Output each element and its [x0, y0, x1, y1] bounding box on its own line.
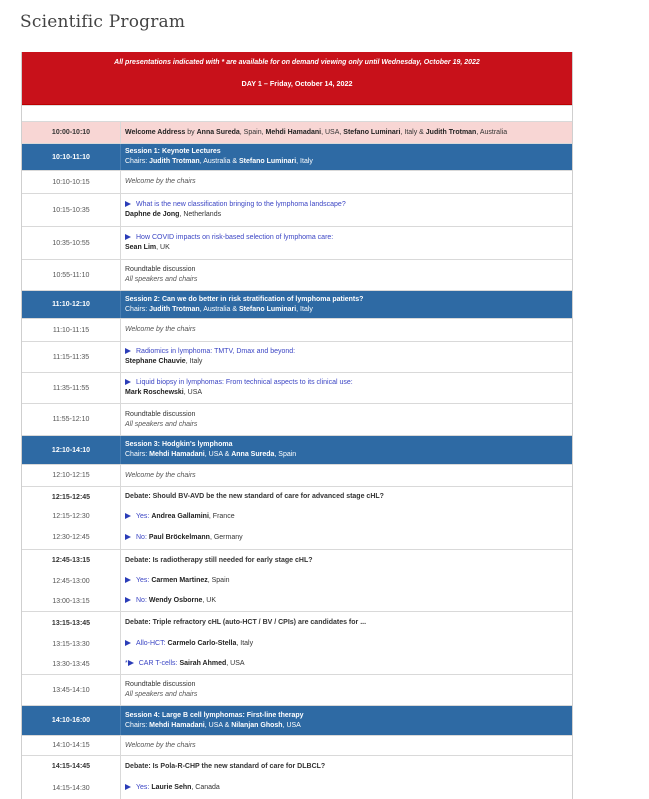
session-chairs: Chairs: Mehdi Hamadani, USA & Anna Sureda, Spain — [125, 451, 297, 458]
row-time: 10:10-11:10 — [22, 144, 121, 170]
talk-link[interactable]: How COVID impacts on risk-based selection of lymphoma care: — [136, 234, 334, 241]
speaker-name: Wendy Osborne — [148, 597, 203, 604]
debate-title: Debate: Triple refractory cHL (auto-HCT / BV / CPIs) are candidates for ... — [125, 619, 367, 626]
on-demand-notice: All presentations indicated with * are available for on demand viewing only until Wednesday, October 19, 2022 — [114, 59, 480, 66]
day-heading: DAY 1 – Friday, October 14, 2022 — [241, 79, 353, 88]
table-row: 11:10-11:15 Welcome by the chairs — [22, 318, 572, 341]
speaker-name: Carmelo Carlo-Stella — [167, 640, 237, 647]
play-triangle-icon[interactable] — [128, 660, 134, 666]
table-row: 11:55-12:10 Roundtable discussion All speakers and chairs — [22, 403, 572, 435]
welcome-title: Welcome Address — [125, 128, 186, 136]
debate-row: 13:15-13:45 Debate: Triple refractory cHL (auto-HCT / BV / CPIs) are candidates for ... — [22, 611, 572, 634]
speaker-name: Andrea Gallamini — [151, 512, 209, 520]
play-triangle-icon[interactable] — [125, 201, 131, 207]
session-header — [22, 143, 572, 170]
talk-link[interactable]: What is the new classification bringing to the lymphoma landscape? — [136, 201, 346, 208]
table-row: 10:55-11:10 Roundtable discussion All speakers and chairs — [22, 259, 572, 290]
play-triangle-icon[interactable] — [125, 784, 131, 790]
position-link[interactable]: Yes: — [136, 512, 150, 520]
speaker-name: Sairah Ahmed — [179, 660, 227, 667]
welcome-row: 10:00-10:10 Welcome Address by Anna Sureda, Spain, Mehdi Hamadani, USA, Stefano Luminari, Italy & Judith Trotman, Australia — [22, 121, 572, 143]
play-triangle-icon[interactable] — [125, 577, 131, 583]
play-triangle-icon[interactable] — [125, 513, 131, 519]
speaker-name: Mehdi Hamadani — [265, 128, 322, 136]
row-time: 12:10-14:10 — [22, 436, 121, 464]
debate-side-row: 12:30-12:45 No: Paul Bröckelmann, Germany — [22, 526, 572, 549]
speaker-name: Judith Trotman — [425, 128, 477, 136]
talk-row: 11:15-11:35 Radiomics in lymphoma: TMTV, Dmax and beyond: Stephane Chauvie, Italy — [22, 341, 572, 372]
debate-title: Debate: Should BV-AVD be the new standard of care for advanced stage cHL? — [125, 493, 384, 500]
row-time: 11:10-12:10 — [22, 291, 121, 318]
session-title: Session 4: Large B cell lymphomas: First-line therapy — [125, 711, 304, 719]
session-header — [22, 435, 572, 464]
row-time: 14:10-16:00 — [22, 706, 121, 735]
speaker-name: Sean Lim — [125, 244, 157, 251]
session-chairs: Chairs: Mehdi Hamadani, USA & Nilanjan Ghosh, USA — [125, 721, 301, 729]
table-row: 14:10-14:15 Welcome by the chairs — [22, 735, 572, 755]
speaker-name: Stefano Luminari — [343, 128, 401, 136]
speaker-name: Daphne de Jong — [125, 211, 180, 218]
play-triangle-icon[interactable] — [125, 234, 131, 240]
session-title: Session 1: Keynote Lectures — [125, 148, 221, 155]
debate-side-row: 13:30-13:45 * CAR T-cells: Sairah Ahmed, USA — [22, 654, 572, 674]
table-row: 13:45-14:10 Roundtable discussion All speakers and chairs — [22, 674, 572, 705]
debate-side-row: 13:15-13:30 Allo-HCT: Carmelo Carlo-Stella, Italy — [22, 634, 572, 654]
spacer — [22, 105, 572, 121]
debate-side-row: 13:00-13:15 No: Wendy Osborne, UK — [22, 591, 572, 611]
session-header — [22, 705, 572, 735]
talk-row: 11:35-11:55 Liquid biopsy in lymphomas: From technical aspects to its clinical use: Mark Roschewski, USA — [22, 372, 572, 403]
debate-row: 12:45-13:15 Debate: Is radiotherapy still needed for early stage cHL? — [22, 549, 572, 571]
play-triangle-icon[interactable] — [125, 640, 131, 646]
play-triangle-icon[interactable] — [125, 348, 131, 354]
speaker-name: Stephane Chauvie — [125, 358, 186, 365]
debate-row: 12:15-12:45 Debate: Should BV-AVD be the new standard of care for advanced stage cHL? — [22, 486, 572, 507]
talk-row: 10:35-10:55 How COVID impacts on risk-based selection of lymphoma care: Sean Lim, UK — [22, 226, 572, 259]
play-triangle-icon[interactable] — [125, 379, 131, 385]
position-link[interactable]: Yes: — [136, 577, 150, 584]
position-link[interactable]: Allo-HCT: — [136, 640, 166, 647]
debate-title: Debate: Is radiotherapy still needed for early stage cHL? — [125, 556, 313, 564]
debate-title: Debate: Is Pola-R-CHP the new standard of care for DLBCL? — [125, 762, 326, 770]
talk-link[interactable]: Radiomics in lymphoma: TMTV, Dmax and beyond: — [136, 348, 296, 355]
table-row: 12:10-12:15 Welcome by the chairs — [22, 464, 572, 486]
talk-row: 10:15-10:35 What is the new classification bringing to the lymphoma landscape? Daphne de Jong, Netherlands — [22, 193, 572, 226]
page-title: Scientific Program — [20, 12, 186, 32]
session-chairs: Chairs: Judith Trotman, Australia & Stefano Luminari, Italy — [125, 305, 313, 313]
position-link[interactable]: Yes: — [136, 784, 150, 791]
debate-side-row: 12:15-12:30 Yes: Andrea Gallamini, France — [22, 507, 572, 526]
debate-side-row: 14:15-14:30 Yes: Laurie Sehn, Canada — [22, 777, 572, 799]
play-triangle-icon[interactable] — [125, 597, 131, 603]
debate-side-row: 12:45-13:00 Yes: Carmen Martinez, Spain — [22, 571, 572, 591]
row-time: 10:00-10:10 — [22, 122, 121, 143]
session-title: Session 3: Hodgkin's lymphoma — [125, 441, 233, 448]
speaker-name: Paul Bröckelmann — [148, 533, 210, 541]
position-link[interactable]: No: — [136, 597, 147, 604]
talk-link[interactable]: Liquid biopsy in lymphomas: From technical aspects to its clinical use: — [136, 379, 353, 386]
on-demand-star: * — [125, 660, 128, 667]
position-link[interactable]: CAR T-cells: — [138, 660, 178, 667]
speaker-name: Laurie Sehn — [151, 784, 192, 791]
session-title: Session 2: Can we do better in risk stratification of lymphoma patients? — [125, 295, 364, 303]
speaker-name: Anna Sureda — [196, 128, 240, 136]
speaker-name: Mark Roschewski — [125, 389, 184, 396]
debate-row: 14:15-14:45 Debate: Is Pola-R-CHP the new standard of care for DLBCL? — [22, 755, 572, 777]
position-link[interactable]: No: — [136, 533, 147, 541]
table-row: 10:10-10:15 Welcome by the chairs — [22, 170, 572, 193]
session-header — [22, 290, 572, 318]
program-table — [21, 52, 573, 799]
day-banner — [22, 52, 572, 105]
session-chairs: Chairs: Judith Trotman, Australia & Stefano Luminari, Italy — [125, 158, 313, 165]
speaker-name: Carmen Martinez — [151, 577, 208, 584]
play-triangle-icon[interactable] — [125, 534, 131, 540]
